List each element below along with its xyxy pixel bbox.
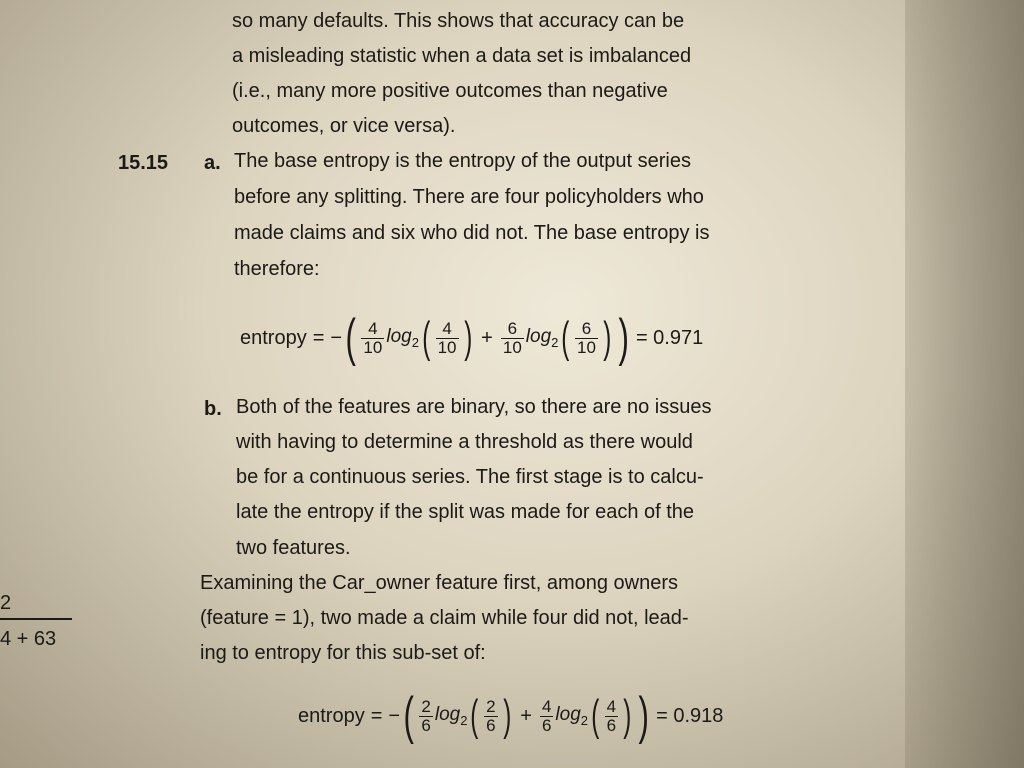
- part-a-line-2: before any splitting. There are four policyholders who: [234, 186, 704, 208]
- eq2-fraction-2: [484, 698, 497, 735]
- part-b-line-3: be for a continuous series. The first stage is to calcu-: [236, 466, 704, 488]
- eq2-log-1: [435, 704, 468, 728]
- eq2-inner-close-paren-2: ): [623, 691, 632, 740]
- eq2-equals: =: [370, 704, 383, 727]
- eq1-log-2: [526, 326, 559, 350]
- eq1-minus: −: [330, 326, 343, 349]
- eq2-log-2: [555, 704, 588, 728]
- margin-fraction-bar: [0, 618, 72, 620]
- eq1-log-1-label: log: [386, 326, 412, 348]
- eq1-fraction-4: [575, 320, 598, 357]
- intro-line-4: outcomes, or vice versa).: [232, 115, 456, 137]
- car-owner-entropy-equation: [298, 687, 724, 745]
- eq1-log-2-label: log: [525, 326, 552, 348]
- eq2-f2-den: 6: [486, 715, 496, 735]
- part-b-line-5: two features.: [236, 537, 351, 559]
- margin-fragment-top: 2: [0, 592, 12, 614]
- eq2-inner-close-paren-1: ): [502, 691, 511, 740]
- eq2-log-2-base: 2: [580, 712, 589, 728]
- part-b-line-2: with having to determine a threshold as there would: [236, 431, 693, 453]
- eq1-equals: =: [312, 326, 325, 349]
- part-b-line-4: late the entropy if the split was made for each of the: [236, 501, 695, 523]
- part-a-line-3: made claims and six who did not. The base entropy is: [234, 222, 710, 244]
- eq2-plus: +: [520, 704, 532, 727]
- eq1-fraction-2: [436, 320, 459, 357]
- eq2-log-2-label: log: [555, 704, 581, 726]
- eq2-lhs: entropy: [298, 704, 365, 727]
- eq1-log-1: [386, 326, 419, 350]
- eq2-f1-num: 2: [421, 696, 431, 716]
- eq1-inner-close-paren-2: ): [603, 313, 612, 362]
- eq2-f3-num: 4: [541, 696, 552, 716]
- eq1-inner-open-paren-2: (: [561, 313, 570, 362]
- intro-line-3: (i.e., many more positive outcomes than negative: [232, 80, 668, 102]
- eq1-log-1-base: 2: [411, 334, 419, 350]
- eq2-fraction-4: [605, 698, 618, 735]
- eq1-fraction-3: [501, 320, 524, 357]
- eq1-inner-open-paren-1: (: [422, 313, 431, 362]
- eq1-plus: +: [481, 326, 493, 349]
- eq2-f3-den: 6: [541, 715, 552, 735]
- left-page-edge: [0, 0, 110, 768]
- eq2-fraction-3: [540, 698, 553, 735]
- examine-line-3: ing to entropy for this sub-set of:: [200, 642, 486, 664]
- eq1-inner-close-paren-1: ): [463, 313, 472, 362]
- eq2-outer-close-paren: ): [638, 687, 649, 745]
- examine-line-1: Examining the Car_owner feature first, among owners: [200, 572, 679, 594]
- eq1-f2-num: 4: [442, 318, 452, 338]
- part-a-letter: a.: [204, 152, 221, 174]
- margin-fragment-bottom: 4 + 63: [0, 628, 57, 650]
- eq1-lhs: entropy: [240, 326, 307, 349]
- base-entropy-equation: [240, 309, 704, 367]
- eq1-log-2-base: 2: [551, 334, 559, 350]
- part-b-line-1: Both of the features are binary, so there are no issues: [236, 396, 712, 418]
- eq1-outer-close-paren: ): [618, 309, 629, 367]
- part-a-line-4: therefore:: [234, 258, 320, 280]
- eq2-f4-den: 6: [606, 715, 617, 735]
- eq1-f4-num: 6: [581, 318, 592, 338]
- eq2-inner-open-paren-1: (: [470, 691, 479, 740]
- eq2-f1-den: 6: [421, 715, 431, 735]
- eq1-result: = 0.971: [635, 326, 704, 349]
- eq1-f4-den: 10: [577, 337, 596, 357]
- eq1-f1-num: 4: [368, 318, 378, 338]
- eq2-minus: −: [388, 704, 401, 727]
- intro-line-1: so many defaults. This shows that accuracy can be: [232, 10, 685, 32]
- part-b-letter: b.: [204, 398, 222, 420]
- eq2-result: = 0.918: [656, 704, 724, 727]
- right-page-shadow: [905, 0, 1024, 768]
- eq2-log-1-base: 2: [460, 712, 468, 728]
- eq1-fraction-1: [361, 320, 384, 357]
- part-a-line-1: The base entropy is the entropy of the output series: [234, 150, 691, 172]
- eq1-f3-den: 10: [502, 337, 522, 357]
- eq1-f2-den: 10: [437, 337, 457, 357]
- question-number: 15.15: [118, 152, 169, 174]
- eq1-f3-num: 6: [507, 318, 518, 338]
- eq2-log-1-label: log: [434, 704, 461, 726]
- intro-line-2: a misleading statistic when a data set is imbalanced: [232, 45, 692, 67]
- eq1-outer-open-paren: (: [345, 309, 356, 367]
- eq2-outer-open-paren: (: [403, 687, 414, 745]
- eq2-fraction-1: [419, 698, 432, 735]
- examine-line-2: (feature = 1), two made a claim while four did not, lead-: [200, 607, 689, 629]
- eq2-f4-num: 4: [606, 696, 617, 716]
- eq1-f1-den: 10: [363, 337, 383, 357]
- eq2-inner-open-paren-2: (: [591, 691, 600, 740]
- eq2-f2-num: 2: [486, 696, 496, 716]
